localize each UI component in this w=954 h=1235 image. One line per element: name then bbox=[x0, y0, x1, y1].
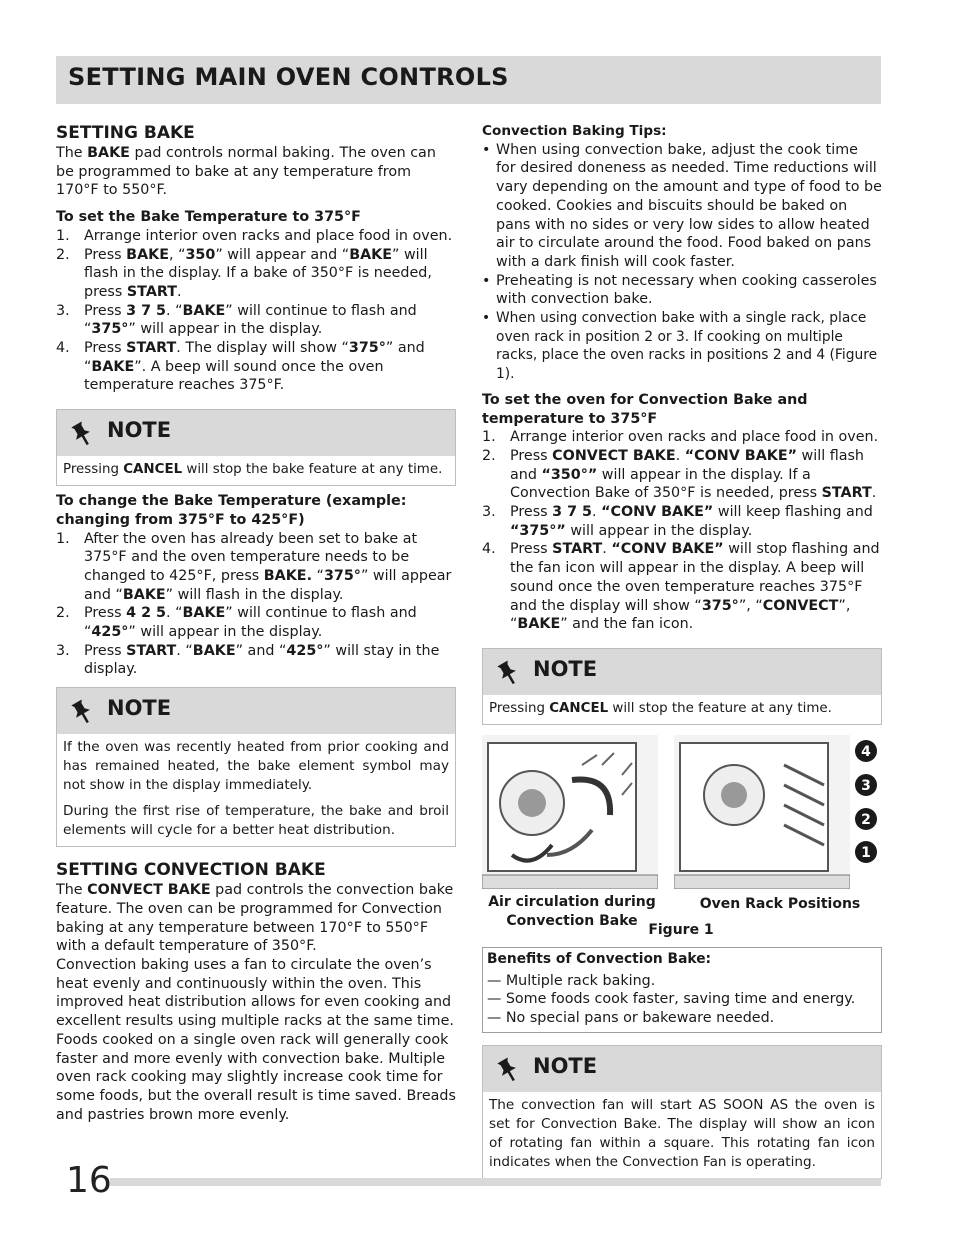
note-convection-fan bbox=[482, 1045, 882, 1179]
convect-description: Convection baking uses a fan to circulate the oven’s heat evenly and continuously within the oven. This improved heat distribution allows for even cooking and excellent results using multiple racks at the same time. Foods cooked on a single oven rack will generally cook faster and more evenly with convection bake. Multiple oven rack cooking may slightly increase cook time for some foods, but the overall result is time saved. Breads and pastries brown more evenly. bbox=[56, 956, 456, 1123]
list-item: 1. After the oven has already been set to bake at 375°F and the oven temperature needs to be changed to 425°F, press BAKE. “375°” will appear and “BAKE” will flash in the display. bbox=[56, 530, 452, 603]
pushpin-icon bbox=[69, 421, 95, 447]
convect-set-steps bbox=[482, 428, 882, 634]
figure-title: Figure 1 bbox=[648, 921, 714, 938]
setting-bake-heading: SETTING BAKE bbox=[56, 123, 195, 143]
list-item: 4. Press START. “CONV BAKE” will stop flashing and the fan icon will appear in the display. A beep will sound once the oven temperature reaches 375°F and the display will show “375°”, “CONVECT”, “BAKE” and the fan icon. bbox=[482, 541, 880, 633]
note-label: NOTE bbox=[533, 656, 598, 681]
benefits-box bbox=[482, 947, 882, 1033]
rack-label: 3 bbox=[861, 777, 871, 794]
list-item: 2. Press CONVECT BAKE. “CONV BAKE” will flash and “350°” will appear in the display. If a Convection Bake of 350°F is needed, press START. bbox=[482, 447, 877, 502]
page-footer bbox=[56, 1160, 881, 1200]
list-item: 3. Press START. “BAKE” and “425°” will stay in the display. bbox=[56, 642, 440, 678]
figure-1 bbox=[482, 735, 882, 941]
rack-positions-illustration bbox=[674, 735, 850, 889]
benefit-item: — Some foods cook faster, saving time and energy. bbox=[487, 991, 856, 1008]
note-cancel-feature: NOTE Pressing CANCEL will stop the feature at any time. bbox=[482, 648, 882, 725]
note-bake-element bbox=[56, 687, 456, 847]
list-item: 1. Arrange interior oven racks and place food in oven. bbox=[56, 227, 453, 244]
pushpin-icon bbox=[69, 699, 95, 725]
pushpin-icon bbox=[495, 1057, 521, 1083]
list-item: 4. Press START. The display will show “375°” and “BAKE”. A beep will sound once the oven temperature reaches 375°F. bbox=[56, 340, 425, 394]
list-item: 3. Press 3 7 5. “CONV BAKE” will keep flashing and “375°” will appear in the display. bbox=[482, 504, 873, 539]
set-bake-subheading: To set the Bake Temperature to 375°F bbox=[56, 209, 361, 226]
tips-list bbox=[482, 141, 882, 384]
convect-intro: The CONVECT BAKE pad controls the convection bake feature. The oven can be programmed for Convection baking at any temperature between 170°F to 550°F with a default temperature of 350°F. bbox=[56, 882, 454, 955]
rack-number-badges bbox=[854, 735, 882, 865]
note-paragraph: The convection fan will start AS SOON AS the oven is set for Convection Bake. The display will show an icon of rotating fan within a square. This rotating fan icon indicates when the Convection Fan is operating. bbox=[489, 1096, 875, 1170]
bake-intro: The BAKE pad controls normal baking. The oven can be programmed to bake at any temperature from 170°F to 550°F. bbox=[56, 145, 436, 199]
figure-caption-air: Air circulation during Convection Bake bbox=[488, 893, 656, 929]
list-item: 3. Press 3 7 5. “BAKE” will continue to flash and “375°” will appear in the display. bbox=[56, 302, 417, 338]
page-header bbox=[56, 56, 881, 104]
setting-convection-heading: SETTING CONVECTION BAKE bbox=[56, 860, 326, 881]
change-bake-steps bbox=[56, 530, 456, 680]
left-column bbox=[56, 122, 456, 1124]
footer-bar bbox=[110, 1178, 881, 1186]
rack-label: 2 bbox=[861, 811, 871, 828]
page-title: SETTING MAIN OVEN CONTROLS bbox=[68, 63, 509, 91]
benefits-heading: Benefits of Convection Bake: bbox=[487, 950, 712, 967]
change-bake-subheading: To change the Bake Temperature (example: changing from 375°F to 425°F) bbox=[56, 493, 407, 528]
rack-label: 4 bbox=[861, 743, 871, 760]
list-item: 2. Press BAKE, “350” will appear and “BAKE” will flash in the display. If a bake of 350°F is needed, press START. bbox=[56, 246, 432, 300]
list-item: 1. Arrange interior oven racks and place food in oven. bbox=[482, 429, 879, 446]
note-label: NOTE bbox=[107, 418, 172, 443]
list-item: • When using convection bake with a single rack, place oven rack in position 2 or 3. If cooking on multiple racks, place the oven racks in positions 2 and 4 (Figure 1). bbox=[482, 310, 878, 383]
page-number: 16 bbox=[66, 1160, 112, 1201]
figure-caption-racks: Oven Rack Positions bbox=[699, 895, 861, 912]
right-column bbox=[482, 122, 882, 1179]
set-bake-steps bbox=[56, 227, 456, 395]
note-paragraph: During the first rise of temperature, the bake and broil elements will cycle for a better heat distribution. bbox=[63, 803, 449, 839]
note-label: NOTE bbox=[533, 1053, 598, 1078]
pushpin-icon bbox=[495, 660, 521, 686]
note-paragraph: If the oven was recently heated from prior cooking and has remained heated, the bake element symbol may not show in the display immediately. bbox=[63, 739, 449, 794]
benefit-item: — Multiple rack baking. bbox=[487, 972, 656, 989]
tips-heading: Convection Baking Tips: bbox=[482, 123, 667, 139]
list-item: • Preheating is not necessary when cooking casseroles with convection bake. bbox=[482, 272, 877, 308]
convect-set-subheading: To set the oven for Convection Bake and temperature to 375°F bbox=[482, 391, 808, 427]
benefit-item: — No special pans or bakeware needed. bbox=[487, 1010, 775, 1027]
air-circulation-illustration bbox=[482, 735, 658, 889]
list-item: • When using convection bake, adjust the cook time for desired doneness as needed. Time reductions will vary depending on the amount and type of food to be cooked. Cookies and biscuits should be baked on pans with no sides or very low sides to allow heated air to circulate around the food. Food baked on pans with a dark finish will cook faster. bbox=[482, 141, 882, 270]
rack-label: 1 bbox=[861, 844, 871, 861]
list-item: 2. Press 4 2 5. “BAKE” will continue to flash and “425°” will appear in the display. bbox=[56, 605, 417, 641]
note-cancel-bake: NOTE Pressing CANCEL will stop the bake feature at any time. bbox=[56, 409, 456, 486]
note-label: NOTE bbox=[107, 696, 172, 721]
